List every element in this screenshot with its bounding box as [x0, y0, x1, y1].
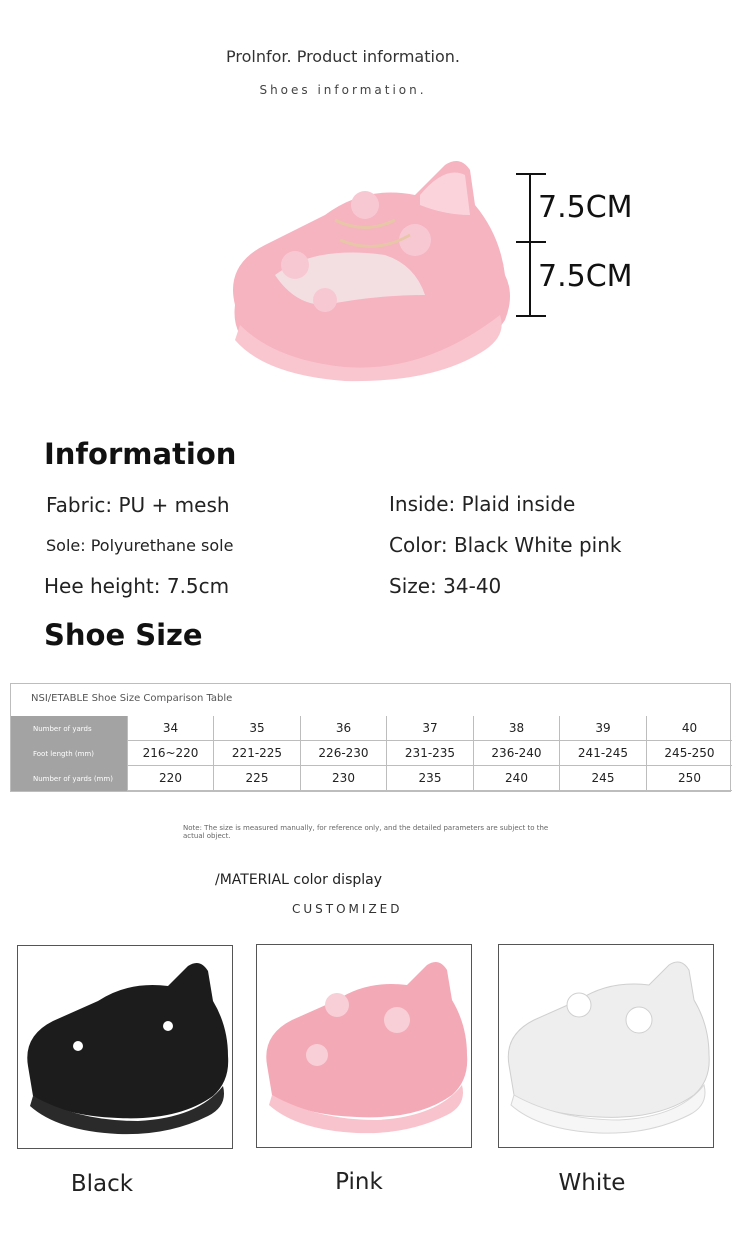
- pink-shoe-swatch-image: [256, 944, 472, 1148]
- product-info-title: Prolnfor. Product information.: [226, 47, 460, 66]
- heel-info: Hee height: 7.5cm: [44, 574, 230, 598]
- size-note: Note: The size is measured manually, for reference only, and the detailed parameters are subject to the actual object.: [183, 824, 549, 840]
- size-info: Size: 34-40: [389, 574, 502, 598]
- customized-subtitle: CUSTOMIZED: [292, 902, 403, 916]
- lower-measure-label: 7.5CM: [538, 259, 633, 294]
- table-cell: 236-240: [473, 741, 559, 766]
- white-shoe-image: [498, 944, 714, 1148]
- table-cell: 216~220: [127, 741, 213, 766]
- table-cell: 235: [386, 766, 473, 791]
- pink-shoe-image: [215, 145, 525, 385]
- shoes-info-subtitle: Shoes information.: [259, 83, 427, 97]
- table-row: [11, 766, 732, 791]
- color-info: Color: Black White pink: [389, 533, 622, 557]
- shoe-size-heading: Shoe Size: [44, 618, 203, 652]
- color-label-white: White: [558, 1170, 626, 1196]
- black-shoe-image: [17, 945, 233, 1149]
- size-comparison-table: [10, 683, 731, 792]
- table-cell: 35: [213, 716, 300, 741]
- table-cell: 40: [646, 716, 732, 741]
- table-cell: 37: [386, 716, 473, 741]
- table-cell: 245-250: [646, 741, 732, 766]
- table-cell: 250: [646, 766, 732, 791]
- table-row: [11, 741, 732, 766]
- material-title: /MATERIAL color display: [215, 872, 383, 888]
- table-cell: 231-235: [386, 741, 473, 766]
- upper-measure-label: 7.5CM: [538, 190, 633, 225]
- table-cell: 34: [127, 716, 213, 741]
- table-cell: 39: [559, 716, 646, 741]
- table-cell: 230: [300, 766, 386, 791]
- table-cell: 220: [127, 766, 213, 791]
- fabric-info: Fabric: PU + mesh: [46, 493, 230, 517]
- inside-info: Inside: Plaid inside: [389, 492, 576, 516]
- row-label: Foot length (mm): [11, 741, 127, 766]
- color-label-black: Black: [70, 1171, 134, 1197]
- table-cell: 36: [300, 716, 386, 741]
- table-cell: 240: [473, 766, 559, 791]
- table-cell: 245: [559, 766, 646, 791]
- table-cell: 226-230: [300, 741, 386, 766]
- table-cell: 241-245: [559, 741, 646, 766]
- color-label-pink: Pink: [335, 1169, 383, 1195]
- sole-info: Sole: Polyurethane sole: [46, 536, 234, 555]
- table-caption: NSI/ETABLE Shoe Size Comparison Table: [31, 693, 233, 704]
- table-row: [11, 716, 732, 741]
- row-label: Number of yards: [11, 716, 127, 741]
- table-cell: 221-225: [213, 741, 300, 766]
- table-cell: 38: [473, 716, 559, 741]
- information-heading: Information: [44, 437, 237, 471]
- row-label: Number of yards (mm): [11, 766, 127, 791]
- table-cell: 225: [213, 766, 300, 791]
